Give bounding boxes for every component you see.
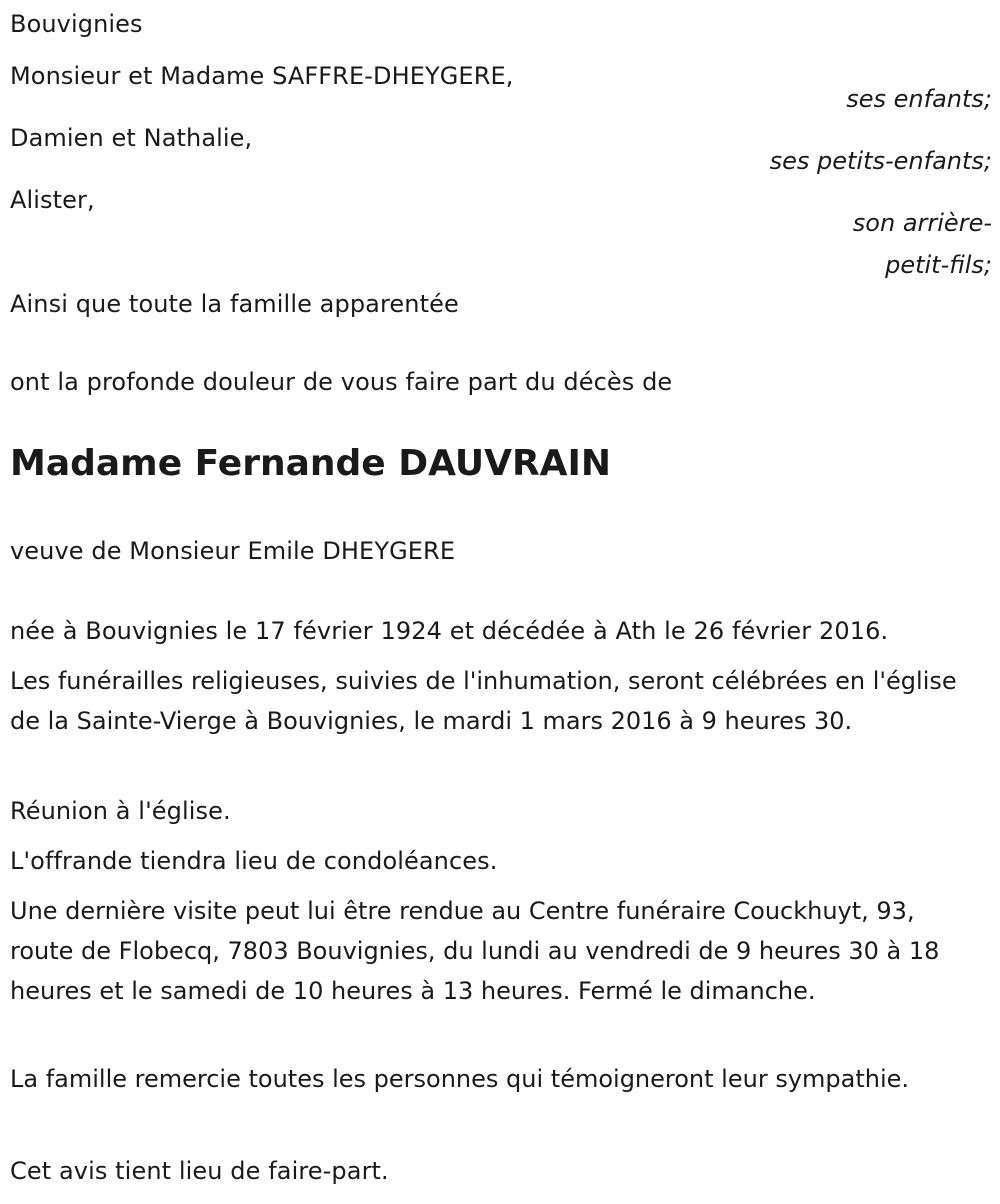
deceased-name: Madame Fernande DAUVRAIN [10,443,612,484]
family-great-grandchild-names: Alister, [10,186,95,214]
announcement-text: ont la profonde douleur de vous faire part du décès de [10,368,673,396]
family-children-relation: ses enfants; [846,85,992,113]
family-grandchildren-names: Damien et Nathalie, [10,124,253,152]
family-great-grandchild-relation-1: son arrière- [852,209,992,237]
notice-text: Cet avis tient lieu de faire-part. [10,1157,389,1185]
deceased-spouse: veuve de Monsieur Emile DHEYGERE [10,537,456,565]
family-extended: Ainsi que toute la famille apparentée [10,290,459,318]
family-children-names: Monsieur et Madame SAFFRE-DHEYGERE, [10,62,514,90]
funeral-details: Les funérailles religieuses, suivies de l'inhumation, seront célébrées en l'église de la Sainte-Vierge à Bouvignies, le mardi 1 mars 2016 à 9 heures 30. [10,667,957,735]
family-grandchildren-relation: ses petits-enfants; [769,147,992,175]
offering-details: L'offrande tiendra lieu de condoléances. [10,847,498,875]
meeting-details: Réunion à l'église. [10,797,231,825]
town-heading: Bouvignies [10,10,143,38]
visit-details: Une dernière visite peut lui être rendue au Centre funéraire Couckhuyt, 93, route de Flobecq, 7803 Bouvignies, du lundi au vendredi de 9 heures 30 à 18 heures et le samedi de 10 heures à 13 heures. Fermé le dimanche. [10,897,940,1005]
family-great-grandchild-relation-2: petit-fils; [885,251,992,279]
obituary-notice [10,0,992,1204]
thanks-message: La famille remercie toutes les personnes qui témoigneront leur sympathie. [10,1065,910,1093]
birth-death-details: née à Bouvignies le 17 février 1924 et décédée à Ath le 26 février 2016. [10,617,889,645]
